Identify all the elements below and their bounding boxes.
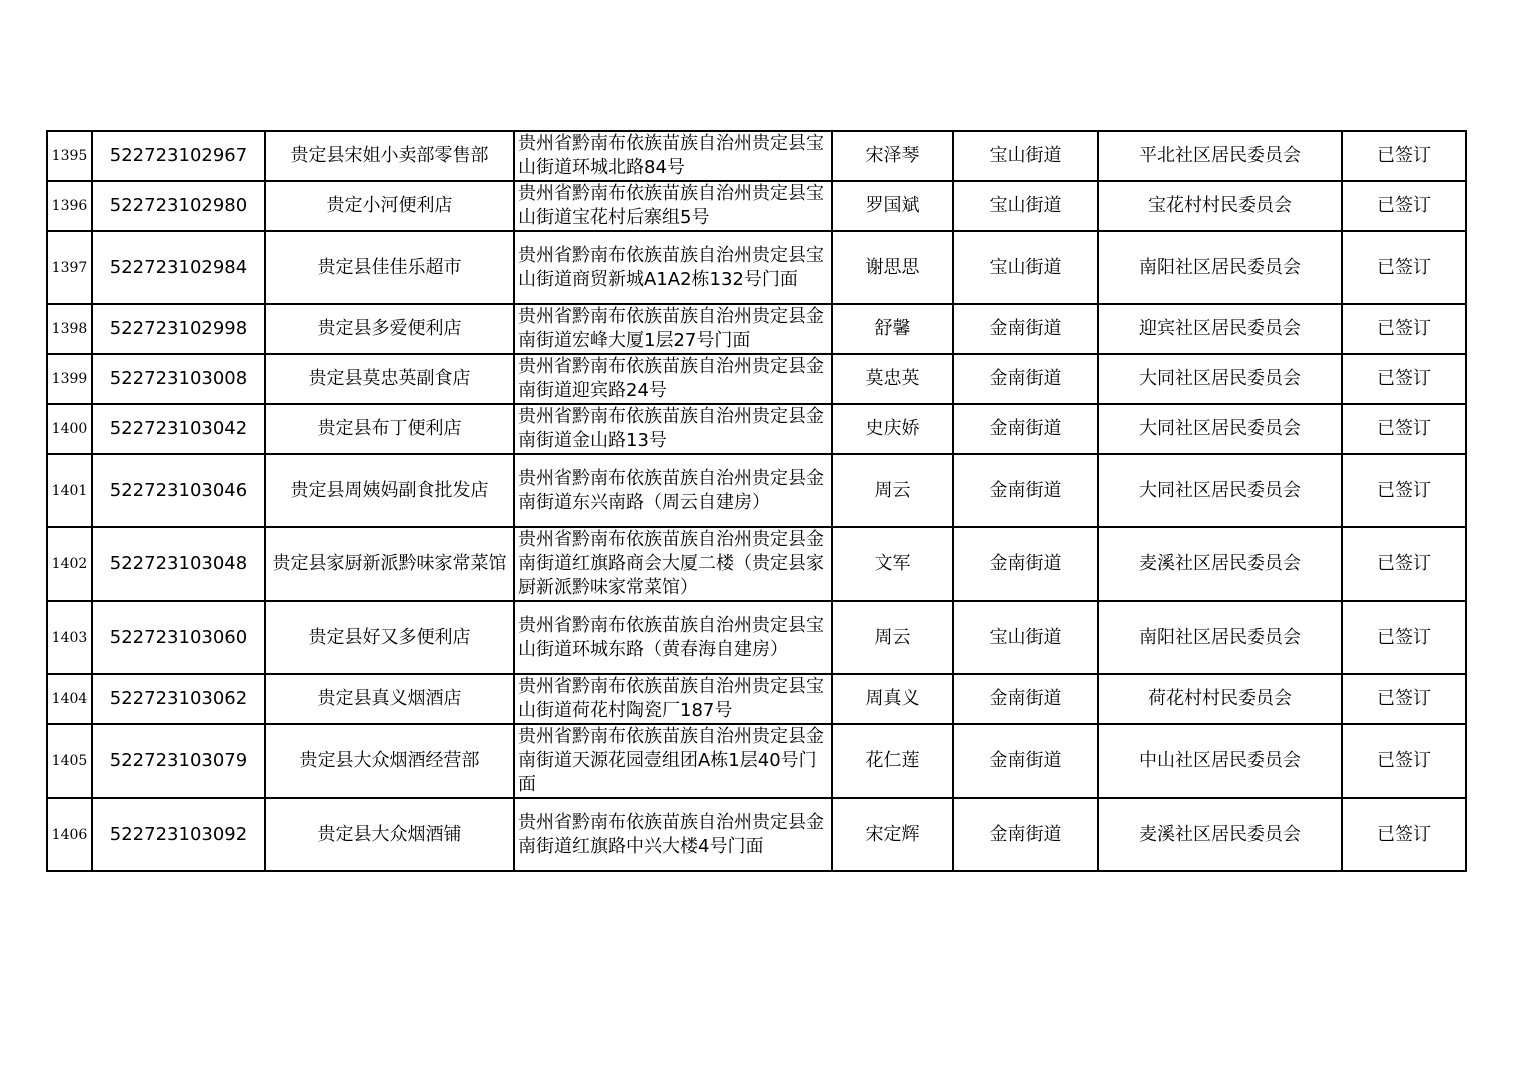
- code-cell: 522723103008: [92, 354, 265, 404]
- person-cell: 宋泽琴: [832, 131, 953, 181]
- store-name-cell: 贵定县布丁便利店: [265, 404, 514, 454]
- committee-cell: 南阳社区居民委员会: [1098, 231, 1342, 304]
- seq-cell: 1402: [47, 527, 92, 601]
- street-cell: 金南街道: [953, 798, 1098, 871]
- committee-cell: 大同社区居民委员会: [1098, 404, 1342, 454]
- code-cell: 522723103060: [92, 601, 265, 674]
- table-row: [47, 404, 1466, 454]
- person-cell: 周云: [832, 601, 953, 674]
- street-cell: 金南街道: [953, 454, 1098, 527]
- status-cell: 已签订: [1342, 527, 1466, 601]
- store-name-cell: 贵定县真义烟酒店: [265, 674, 514, 724]
- street-cell: 金南街道: [953, 354, 1098, 404]
- committee-cell: 南阳社区居民委员会: [1098, 601, 1342, 674]
- address-cell: 贵州省黔南布依族苗族自治州贵定县宝山街道环城北路84号: [514, 131, 832, 181]
- code-cell: 522723102967: [92, 131, 265, 181]
- address-cell: 贵州省黔南布依族苗族自治州贵定县金南街道天源花园壹组团A栋1层40号门面: [514, 724, 832, 798]
- seq-cell: 1395: [47, 131, 92, 181]
- street-cell: 宝山街道: [953, 601, 1098, 674]
- store-name-cell: 贵定县佳佳乐超市: [265, 231, 514, 304]
- address-cell: 贵州省黔南布依族苗族自治州贵定县宝山街道荷花村陶瓷厂187号: [514, 674, 832, 724]
- address-cell: 贵州省黔南布依族苗族自治州贵定县金南街道迎宾路24号: [514, 354, 832, 404]
- seq-cell: 1404: [47, 674, 92, 724]
- person-cell: 莫忠英: [832, 354, 953, 404]
- street-cell: 金南街道: [953, 527, 1098, 601]
- address-cell: 贵州省黔南布依族苗族自治州贵定县宝山街道宝花村后寨组5号: [514, 181, 832, 231]
- committee-cell: 大同社区居民委员会: [1098, 354, 1342, 404]
- street-cell: 宝山街道: [953, 181, 1098, 231]
- address-cell: 贵州省黔南布依族苗族自治州贵定县金南街道红旗路中兴大楼4号门面: [514, 798, 832, 871]
- street-cell: 宝山街道: [953, 231, 1098, 304]
- street-cell: 金南街道: [953, 404, 1098, 454]
- table-row: [47, 231, 1466, 304]
- code-cell: 522723102980: [92, 181, 265, 231]
- address-cell: 贵州省黔南布依族苗族自治州贵定县金南街道宏峰大厦1层27号门面: [514, 304, 832, 354]
- table-row: [47, 674, 1466, 724]
- committee-cell: 大同社区居民委员会: [1098, 454, 1342, 527]
- store-name-cell: 贵定县好又多便利店: [265, 601, 514, 674]
- code-cell: 522723103048: [92, 527, 265, 601]
- committee-cell: 荷花村村民委员会: [1098, 674, 1342, 724]
- store-name-cell: 贵定县周姨妈副食批发店: [265, 454, 514, 527]
- status-cell: 已签订: [1342, 181, 1466, 231]
- status-cell: 已签订: [1342, 674, 1466, 724]
- street-cell: 金南街道: [953, 674, 1098, 724]
- code-cell: 522723103092: [92, 798, 265, 871]
- seq-cell: 1401: [47, 454, 92, 527]
- code-cell: 522723103042: [92, 404, 265, 454]
- committee-cell: 麦溪社区居民委员会: [1098, 527, 1342, 601]
- table-row: [47, 354, 1466, 404]
- status-cell: 已签订: [1342, 798, 1466, 871]
- committee-cell: 平北社区居民委员会: [1098, 131, 1342, 181]
- table-row: [47, 527, 1466, 601]
- status-cell: 已签订: [1342, 354, 1466, 404]
- seq-cell: 1403: [47, 601, 92, 674]
- seq-cell: 1399: [47, 354, 92, 404]
- store-name-cell: 贵定小河便利店: [265, 181, 514, 231]
- committee-cell: 麦溪社区居民委员会: [1098, 798, 1342, 871]
- person-cell: 花仁莲: [832, 724, 953, 798]
- status-cell: 已签订: [1342, 304, 1466, 354]
- table-row: [47, 454, 1466, 527]
- committee-cell: 迎宾社区居民委员会: [1098, 304, 1342, 354]
- street-cell: 宝山街道: [953, 131, 1098, 181]
- code-cell: 522723103062: [92, 674, 265, 724]
- status-cell: 已签订: [1342, 601, 1466, 674]
- status-cell: 已签订: [1342, 131, 1466, 181]
- status-cell: 已签订: [1342, 454, 1466, 527]
- person-cell: 周真义: [832, 674, 953, 724]
- person-cell: 史庆娇: [832, 404, 953, 454]
- person-cell: 谢思思: [832, 231, 953, 304]
- person-cell: 舒馨: [832, 304, 953, 354]
- address-cell: 贵州省黔南布依族苗族自治州贵定县金南街道红旗路商会大厦二楼（贵定县家厨新派黔味家常菜馆）: [514, 527, 832, 601]
- code-cell: 522723103079: [92, 724, 265, 798]
- status-cell: 已签订: [1342, 724, 1466, 798]
- table-row: [47, 601, 1466, 674]
- seq-cell: 1405: [47, 724, 92, 798]
- seq-cell: 1397: [47, 231, 92, 304]
- seq-cell: 1400: [47, 404, 92, 454]
- store-name-cell: 贵定县家厨新派黔味家常菜馆: [265, 527, 514, 601]
- committee-cell: 宝花村村民委员会: [1098, 181, 1342, 231]
- person-cell: 周云: [832, 454, 953, 527]
- table-row: [47, 131, 1466, 181]
- address-cell: 贵州省黔南布依族苗族自治州贵定县金南街道金山路13号: [514, 404, 832, 454]
- street-cell: 金南街道: [953, 304, 1098, 354]
- table-body: [47, 131, 1466, 871]
- status-cell: 已签订: [1342, 404, 1466, 454]
- street-cell: 金南街道: [953, 724, 1098, 798]
- address-cell: 贵州省黔南布依族苗族自治州贵定县金南街道东兴南路（周云自建房）: [514, 454, 832, 527]
- seq-cell: 1398: [47, 304, 92, 354]
- store-name-cell: 贵定县宋姐小卖部零售部: [265, 131, 514, 181]
- person-cell: 宋定辉: [832, 798, 953, 871]
- committee-cell: 中山社区居民委员会: [1098, 724, 1342, 798]
- table-row: [47, 724, 1466, 798]
- store-name-cell: 贵定县多爱便利店: [265, 304, 514, 354]
- store-name-cell: 贵定县大众烟酒铺: [265, 798, 514, 871]
- table-row: [47, 798, 1466, 871]
- person-cell: 罗国斌: [832, 181, 953, 231]
- table-row: [47, 181, 1466, 231]
- registry-table: [46, 130, 1467, 872]
- code-cell: 522723103046: [92, 454, 265, 527]
- status-cell: 已签订: [1342, 231, 1466, 304]
- code-cell: 522723102998: [92, 304, 265, 354]
- store-name-cell: 贵定县莫忠英副食店: [265, 354, 514, 404]
- seq-cell: 1406: [47, 798, 92, 871]
- address-cell: 贵州省黔南布依族苗族自治州贵定县宝山街道商贸新城A1A2栋132号门面: [514, 231, 832, 304]
- table-row: [47, 304, 1466, 354]
- person-cell: 文军: [832, 527, 953, 601]
- seq-cell: 1396: [47, 181, 92, 231]
- code-cell: 522723102984: [92, 231, 265, 304]
- address-cell: 贵州省黔南布依族苗族自治州贵定县宝山街道环城东路（黄春海自建房）: [514, 601, 832, 674]
- store-name-cell: 贵定县大众烟酒经营部: [265, 724, 514, 798]
